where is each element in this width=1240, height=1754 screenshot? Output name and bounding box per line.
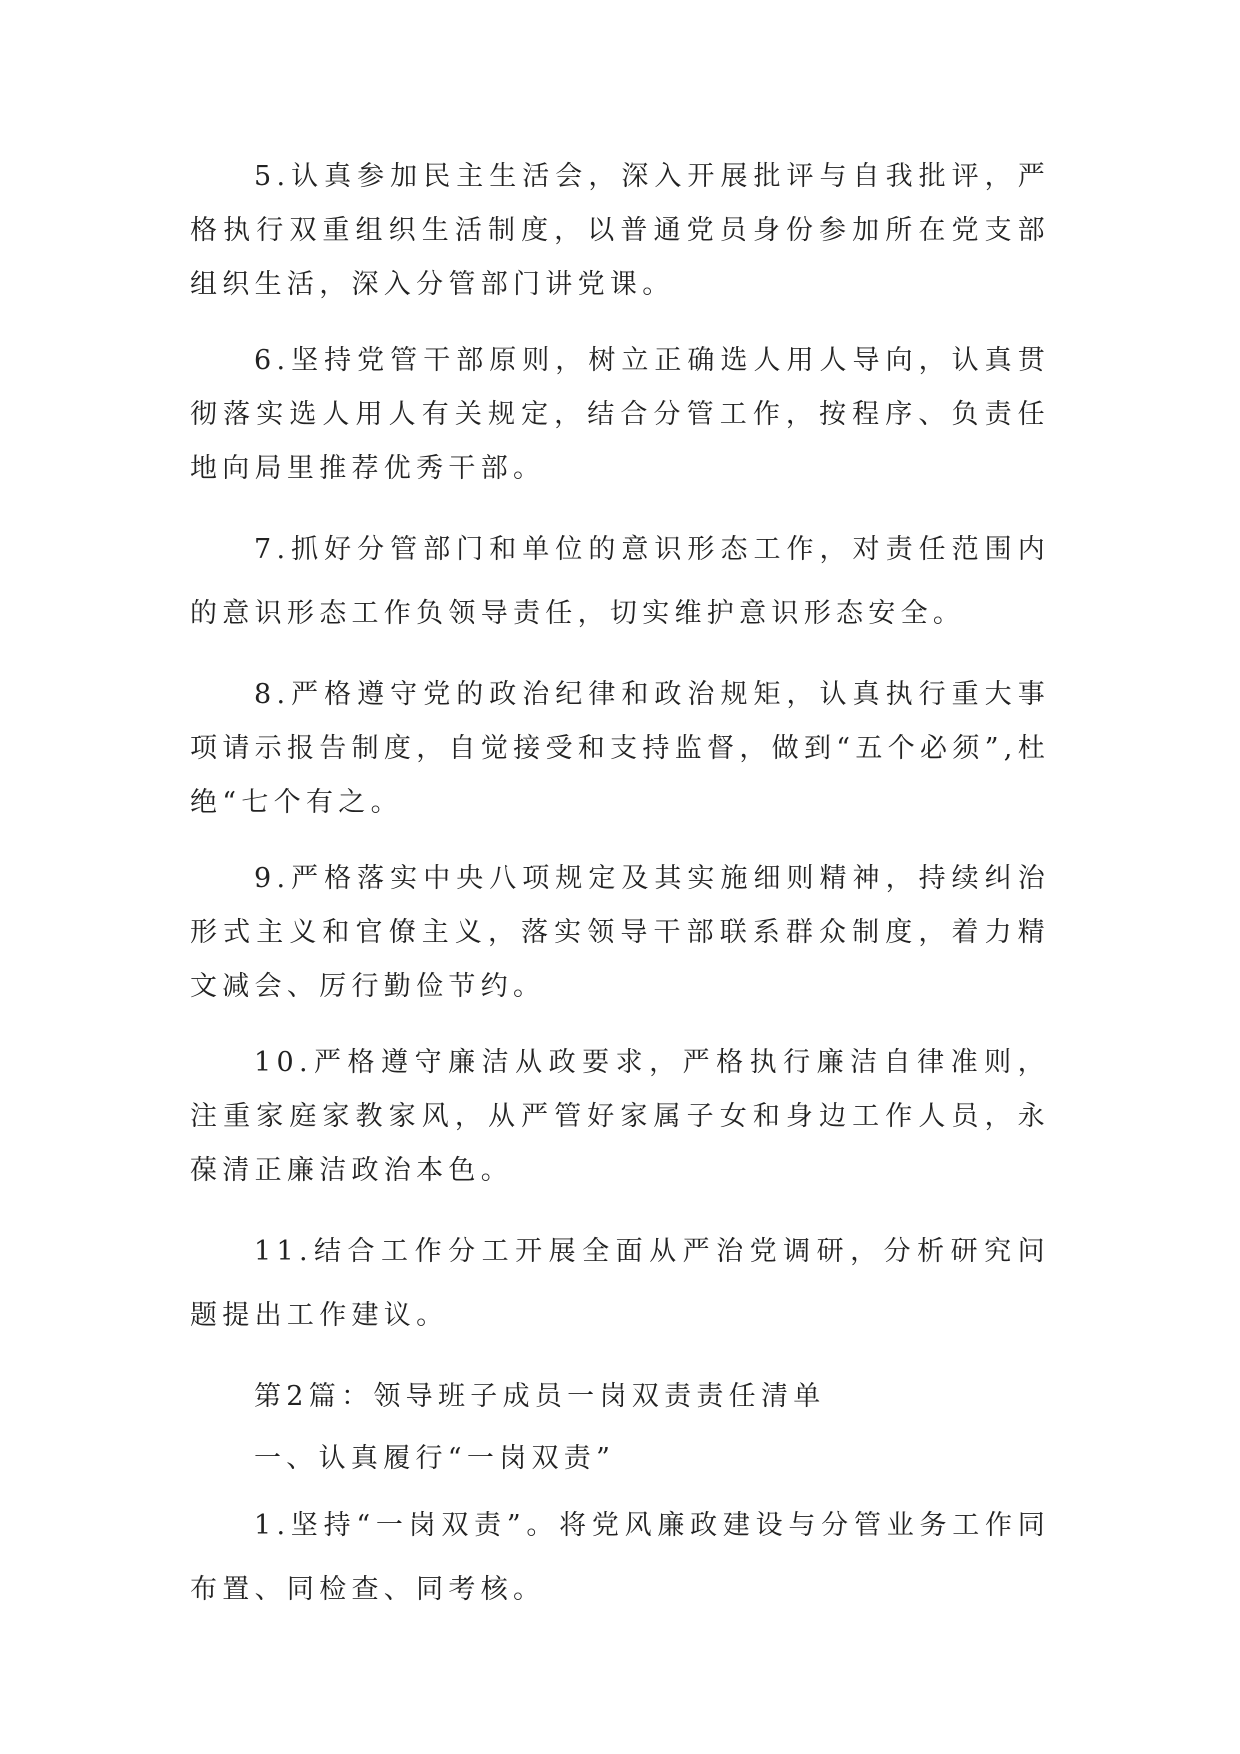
section-heading-chapter-2: 第2篇：领导班子成员一岗双责责任清单 [254, 1381, 826, 1412]
paragraph-item-9: 9.严格落实中央八项规定及其实施细则精神，持续纠治形式主义和官僚主义，落实领导干部联系群众制度，着力精文减会、厉行勤俭节约。 [190, 863, 1050, 1002]
paragraph-item-8: 8.严格遵守党的政治纪律和政治规矩，认真执行重大事项请示报告制度，自觉接受和支持监督，做到“五个必须”,杜绝“七个有之。 [190, 679, 1050, 818]
section-heading-part-1: 一、认真履行“一岗双责” [254, 1443, 616, 1474]
paragraph-item-7: 7.抓好分管部门和单位的意识形态工作，对责任范围内的意识形态工作负领导责任，切实维护意识形态安全。 [190, 534, 1050, 629]
document-body [190, 150, 1050, 1644]
paragraph-item-5: 5.认真参加民主生活会，深入开展批评与自我批评，严格执行双重组织生活制度，以普通党员身份参加所在党支部组织生活，深入分管部门讲党课。 [190, 161, 1050, 300]
paragraph-item-6: 6.坚持党管干部原则，树立正确选人用人导向，认真贯彻落实选人用人有关规定，结合分管工作，按程序、负责任地向局里推荐优秀干部。 [190, 345, 1050, 484]
paragraph-item-11: 11.结合工作分工开展全面从严治党调研，分析研究问题提出工作建议。 [190, 1236, 1050, 1331]
paragraph-item-10: 10.严格遵守廉洁从政要求，严格执行廉洁自律准则，注重家庭家教家风，从严管好家属子女和身边工作人员，永葆清正廉洁政治本色。 [190, 1047, 1050, 1186]
paragraph-item-1: 1.坚持“一岗双责”。将党风廉政建设与分管业务工作同布置、同检查、同考核。 [190, 1510, 1050, 1605]
